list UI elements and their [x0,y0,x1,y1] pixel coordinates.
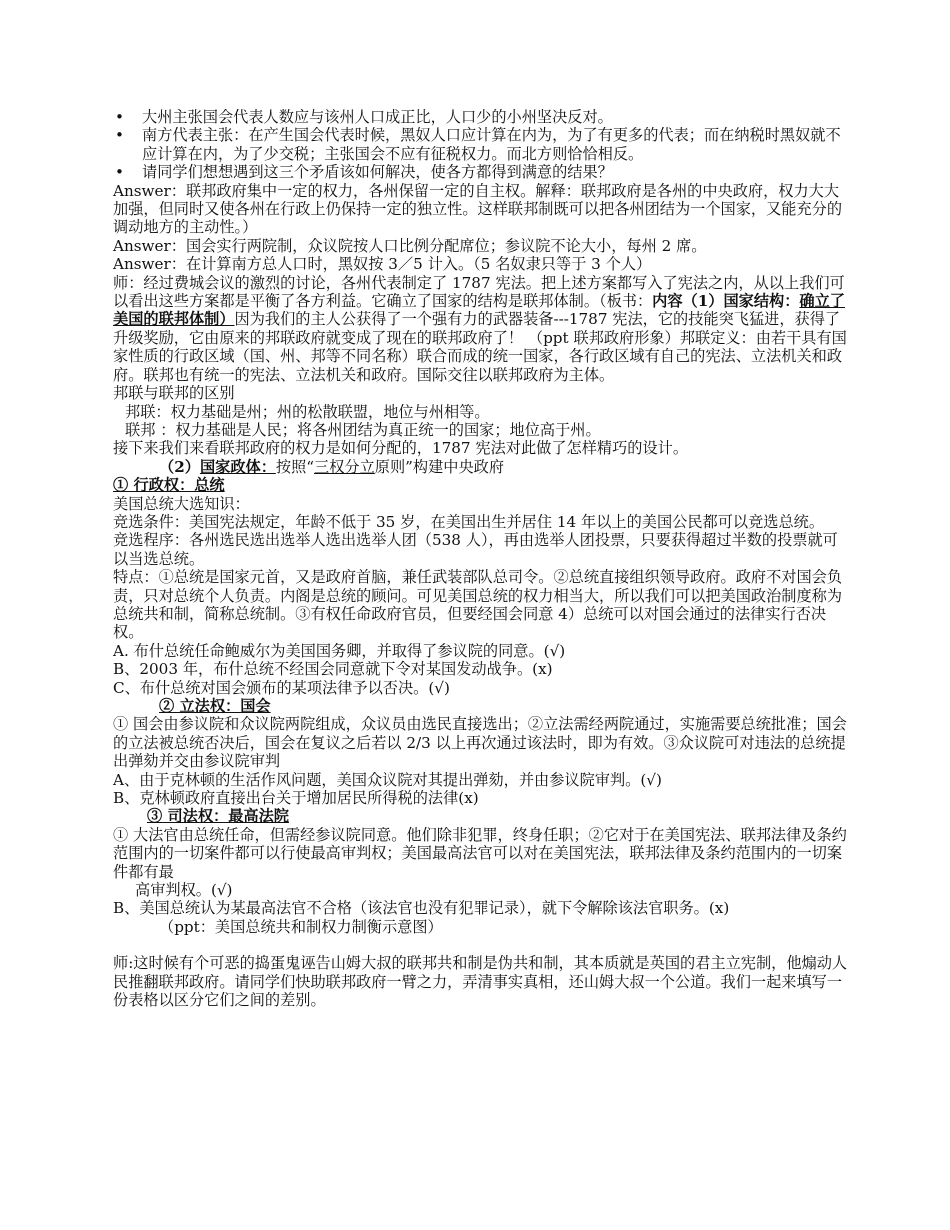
document-page [113,108,853,1010]
board-note-label: 内容（1）国家结构： [652,292,800,311]
qa-item: A、由于克林顿的生活作风问题，美国众议院对其提出弹劾，并由参议院审判。(√) [113,770,662,789]
election-conditions: 竞选条件：美国宪法规定，年龄不低于 35 岁，在美国出生并居住 14 年以上的美国公民都可以竞选总统。 [113,512,825,531]
judicial-description: ① 大法官由总统任命，但需经参议院同意。他们除非犯罪，终身任职；②它对于在美国宪法、联邦法律及条约范围内的一切案件都可以行使最高审判权；美国最高法官可以对在美国宪法，联邦法律及条约范围内的一切案件都有最 [113,825,847,881]
teacher-paragraph: 师：经过费城会议的激烈的讨论，各州代表制定了 1787 宪法。把上述方案都写入了宪法之内，从以上我们可以看出这些方案都是平衡了各方利益。它确立了国家的结构是联邦体制。（板书：内容（1）国家结构：确立了美国的联邦体制）因为我们的主人公获得了一个强有力的武器装备---1787 宪法，它的技能突飞猛进，获得了升级奖励，它由原来的邦联政府就变成了现在的联邦政府了！ （ppt 联邦政府形象）邦联定义：由若干具有国家性质的行政区域（国、州、邦等不同名称）联合而成的统一国家，各行政区域有自己的宪法、立法机关和政府。联邦也有统一的宪法、立法机关和政府。国际交往以联邦政府为主体。 [113,273,847,384]
bullet-item: • 大州主张国会代表人数应与该州人口成正比，人口少的小州坚决反对。 [113,108,853,126]
bullet-item: • 请同学们想想遇到这三个矛盾该如何解决，使各方都得到满意的结果？ [113,163,853,181]
confederation-line: 邦联：权力基础是州；州的松散联盟，地位与州相等。 [125,402,490,421]
judicial-description-cont: 高审判权。(√) [135,881,233,900]
bullet-item: • 南方代表主张：在产生国会代表时候，黑奴人口应计算在内为，为了有更多的代表；而在纳税时黑奴就不应计算在内，为了少交税；主张国会不应有征税权力。而北方则恰恰相反。 [113,126,853,163]
spacer [113,936,853,954]
answer-paragraph: Answer：国会实行两院制，众议院按人口比例分配席位；参议院不论大小，每州 2 席。 [113,236,707,255]
executive-features: 特点：①总统是国家元首，又是政府首脑，兼任武装部队总司令。②总统直接组织领导政府。政府不对国会负责，只对总统个人负责。内阁是总统的顾问。可见美国总统的权力相当大，所以我们可以把美国政治制度称为总统共和制，简称总统制。③有权任命政府官员，但要经国会同意 4）总统可以对国会通过的法律实行否决权。 [113,568,842,642]
qa-item: B、美国总统认为某最高法官不合格（该法官也没有犯罪记录），就下令解除该法官职务。(х) [113,899,730,918]
qa-item: A. 布什总统任命鲍威尔为美国国务卿，并取得了参议院的同意。(√) [113,641,566,660]
bullet-list [113,108,853,182]
qa-item: B、2003 年，布什总统不经国会同意就下令对某国发动战争。(х) [113,660,553,679]
legislative-heading: ② 立法权：国会 [159,697,271,715]
qa-item: B、克林顿政府直接出台关于增加居民所得税的法律(х) [113,789,479,808]
section-heading-government: （2）国家政体：按照“三权分立原则”构建中央政府 [159,457,505,476]
judicial-heading: ③ 司法权：最高法院 [147,807,289,826]
answer-paragraph: Answer：在计算南方总人口时，黑奴按 3／5 计入。（5 名奴隶只等于 3 个人） [113,255,652,274]
teacher-paragraph-closing: 师:这时候有个可恶的捣蛋鬼诬告山姆大叔的联邦共和制是伪共和制，其本质就是英国的君主立宪制，他煽动人民推翻联邦政府。请同学们快助联邦政府一臂之力，弄清事实真相，还山姆大叔一个公道。我们一起来填写一份表格以区分它们之间的差别。 [113,954,848,1010]
board-note-emphasis: 确立了美国的联邦体制） [113,292,845,329]
comparison-title: 邦联与联邦的区别 [113,384,235,403]
executive-heading: ① 行政权：总统 [113,476,225,495]
transition-line: 接下来我们来看联邦政府的权力是如何分配的，1787 宪法对此做了怎样精巧的设计。 [113,439,689,458]
legislative-description: ① 国会由参议院和众议院两院组成，众议员由选民直接选出；②立法需经两院通过，实施需要总统批准；国会的立法被总统否决后，国会在复议之后若以 2/3 以上再次通过该法时，即为有效。③众议院可对违法的总统提出弹劾并交由参议院审判 [113,715,847,771]
ppt-note: （ppt：美国总统共和制权力制衡示意图） [159,917,443,936]
election-procedure: 竞选程序：各州选民选出选举人选出选举人团（538 人），再由选举人团投票，只要获得超过半数的投票就可以当选总统。 [113,531,838,568]
qa-item: C、布什总统对国会颁布的某项法律予以否决。(√) [113,678,450,697]
federation-line: 联邦 ：权力基础是人民；将各州团结为真正统一的国家；地位高于州。 [125,420,601,439]
answer-paragraph: Answer：联邦政府集中一定的权力，各州保留一定的自主权。解释：联邦政府是各州的中央政府，权力大大加强，但同时又使各州在行政上仍保持一定的独立性。这样联邦制既可以把各州团结为一个国家，又能充分的调动地方的主动性。） [113,181,842,237]
election-intro: 美国总统大选知识： [113,494,250,513]
